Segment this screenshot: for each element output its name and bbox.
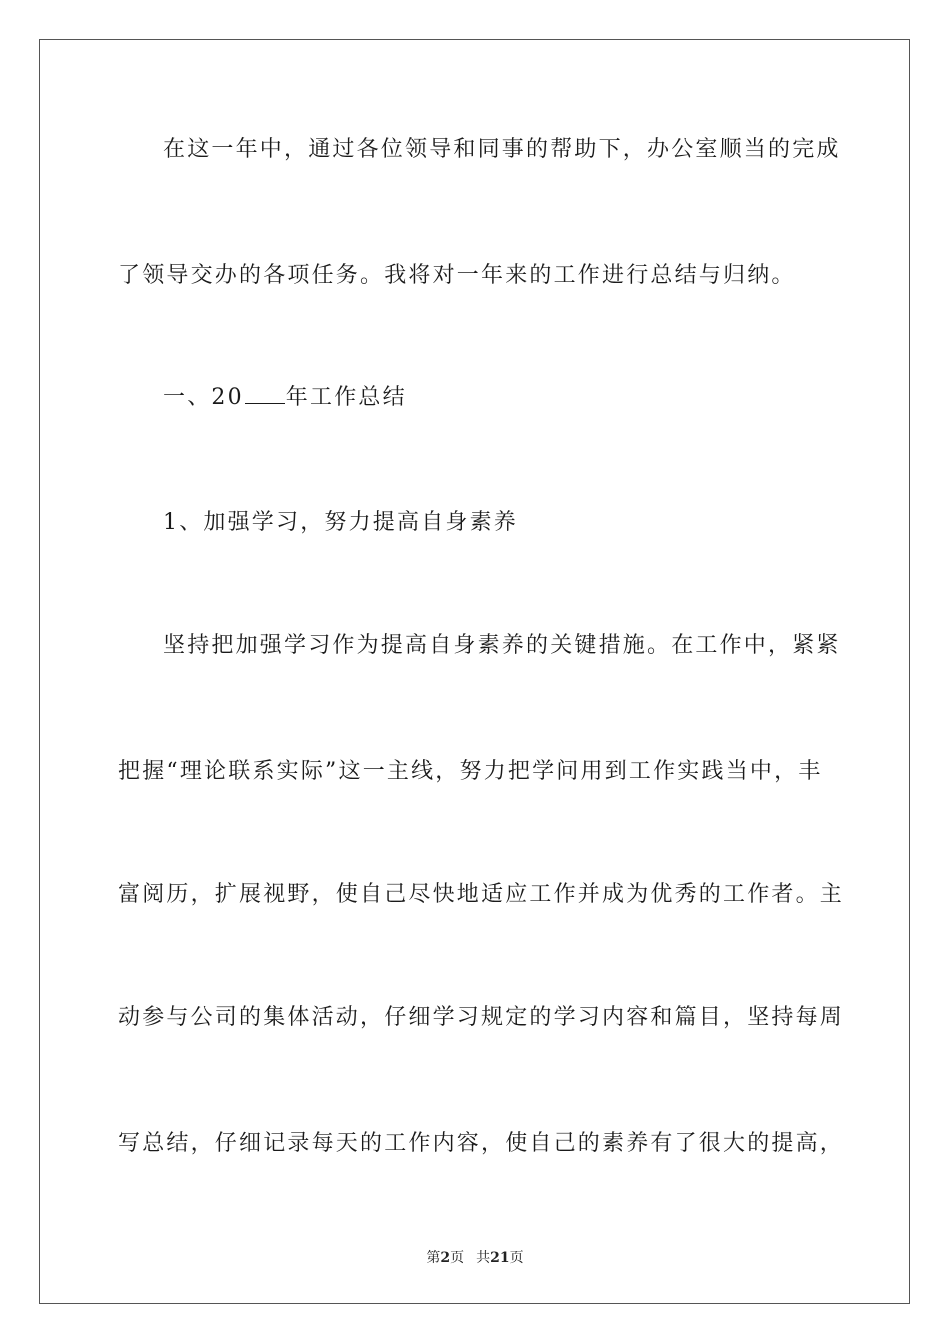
footer-total-pages: 21 xyxy=(490,1250,510,1266)
section-heading xyxy=(163,383,407,413)
blank-underline xyxy=(245,383,285,404)
footer-total-suffix: 页 xyxy=(509,1250,524,1266)
subsection-heading: 1、加强学习，努力提高自身素养 xyxy=(163,510,518,535)
page-border xyxy=(39,39,910,1304)
paragraph-line: 把握“理论联系实际”这一主线，努力把学问用到工作实践当中，丰 xyxy=(118,759,823,784)
paragraph-line: 坚持把加强学习作为提高自身素养的关键措施。在工作中，紧紧 xyxy=(163,633,841,658)
paragraph-line: 动参与公司的集体活动，仔细学习规定的学习内容和篇目，坚持每周 xyxy=(118,1005,845,1030)
footer-page-number: 2 xyxy=(440,1250,451,1266)
paragraph-line: 在这一年中，通过各位领导和同事的帮助下，办公室顺当的完成 xyxy=(163,137,841,162)
footer-page-suffix: 页 xyxy=(450,1250,465,1266)
page-footer xyxy=(0,1247,950,1267)
section-heading-suffix: 年工作总结 xyxy=(285,385,407,410)
footer-total-prefix: 共 xyxy=(476,1250,491,1266)
paragraph-line: 了领导交办的各项任务。我将对一年来的工作进行总结与归纳。 xyxy=(118,263,796,288)
section-heading-prefix: 一、20 xyxy=(163,385,244,410)
paragraph-line: 富阅历，扩展视野，使自己尽快地适应工作并成为优秀的工作者。主 xyxy=(118,882,845,907)
footer-page-prefix: 第 xyxy=(426,1250,441,1266)
paragraph-line: 写总结，仔细记录每天的工作内容，使自己的素养有了很大的提高， xyxy=(118,1131,845,1156)
